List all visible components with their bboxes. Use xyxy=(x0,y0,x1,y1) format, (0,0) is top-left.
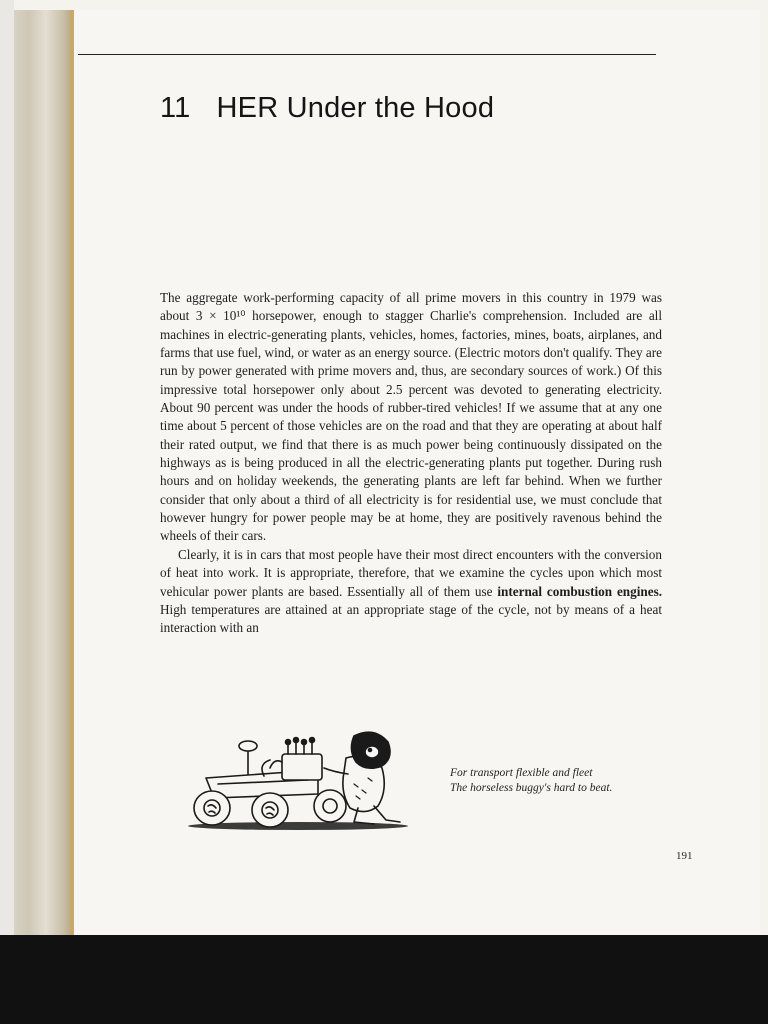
chapter-heading xyxy=(160,92,494,125)
book-spine xyxy=(14,10,72,935)
page-number: 191 xyxy=(676,850,693,862)
caption-line-1: For transport flexible and fleet xyxy=(450,767,593,779)
paragraph-2 xyxy=(160,546,662,638)
caption-line-2: The horseless buggy's hard to beat. xyxy=(450,782,613,794)
illustration-caption xyxy=(450,766,612,796)
scanner-bottom-band xyxy=(0,935,768,1024)
paragraph-2-start: Clearly, it is in cars that most people have their most direct encounters with the conversion of heat into work. It is appropriate, therefore, that we examine the cycles upon which most vehicular power plants are based. Essentially all of them use xyxy=(160,546,662,599)
body-text xyxy=(160,289,662,638)
chapter-number: 11 xyxy=(160,92,191,124)
caveman-with-vehicle-illustration xyxy=(178,728,418,834)
paragraph-1: The aggregate work-performing capacity of all prime movers in this country in 1979 was about 3 × 10¹⁰ horsepower, enough to stagger Charlie's comprehension. Included are all machines in electric-generating plants, vehicles, homes, factories, mines, boats, airplanes, and farms that use fuel, wind, or water as an energy source. (Electric motors don't qualify. They are run by power generated with prime movers and, thus, are secondary sources of work.) Of this impressive total horsepower only about 2.5 percent was devoted to generating electricity. About 90 percent was under the hoods of rubber-tired vehicles! If we assume that at any one time about 5 percent of those vehicles are on the road and that they are operating at about half their rated output, we find that there is as much power being continuously dissipated on the highways as is being produced in all the electric-generating plants put together. During rush hours and on holiday weekends, the generating plants are left far behind. When we further consider that only about a third of all electricity is for residential use, we must conclude that however hungry for power people may be at home, they are positively ravenous behind the wheels of their cars. xyxy=(160,290,662,544)
chapter-title: HER Under the Hood xyxy=(216,92,495,124)
paragraph-2-bold-term: internal combustion engines. xyxy=(497,583,663,599)
header-rule xyxy=(78,54,656,55)
scan-left-margin xyxy=(0,0,14,935)
paragraph-2-end: High temperatures are attained at an appropriate stage of the cycle, not by means of a heat interaction with an xyxy=(160,601,662,636)
